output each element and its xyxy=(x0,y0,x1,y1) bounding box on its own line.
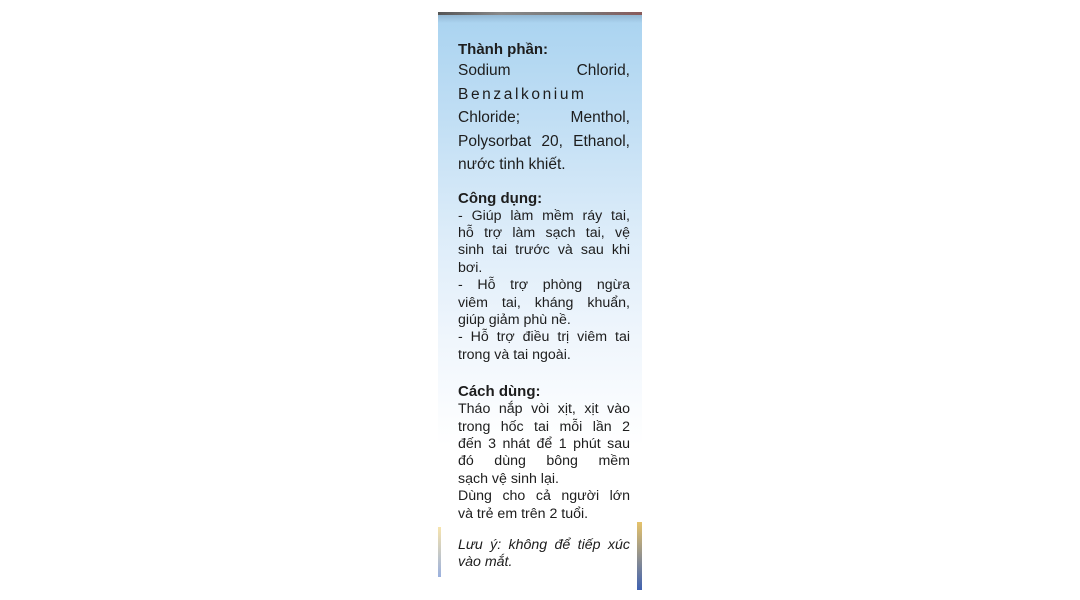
composition-line: Polysorbat 20, Ethanol, xyxy=(458,132,630,150)
box-bottom-accent-left xyxy=(438,527,441,577)
uses-line: viêm tai, kháng khuẩn, xyxy=(458,294,630,311)
uses-text xyxy=(458,208,630,365)
uses-line: - Giúp làm mềm ráy tai, xyxy=(458,207,630,224)
uses-line: bơi. xyxy=(458,259,483,276)
uses-line: giúp giảm phù nề. xyxy=(458,311,571,328)
directions-line: Tháo nắp vòi xịt, xịt vào xyxy=(458,401,630,418)
composition-line: Sodium Chlorid, xyxy=(458,62,630,79)
directions-text xyxy=(458,401,630,523)
uses-line: - Hỗ trợ điều trị viêm tai xyxy=(458,329,630,346)
composition-line: Benzalkonium xyxy=(458,85,587,103)
directions-line: đến 3 nhát để 1 phút sau xyxy=(458,435,630,452)
composition-heading: Thành phần: xyxy=(458,41,548,58)
caution-note xyxy=(458,537,630,572)
directions-line: trong hốc tai mỗi lần 2 xyxy=(458,418,630,435)
directions-line: đó dùng bông mềm xyxy=(458,453,630,470)
uses-heading: Công dụng: xyxy=(458,189,543,207)
uses-line: trong và tai ngoài. xyxy=(458,346,571,363)
directions-line: và trẻ em trên 2 tuổi. xyxy=(458,505,589,522)
directions-line: sạch vệ sinh lại. xyxy=(458,470,559,487)
composition-line: nước tinh khiết. xyxy=(458,156,566,173)
directions-line: Dùng cho cả người lớn xyxy=(458,488,630,505)
label-text-block xyxy=(458,40,630,572)
caution-line: Lưu ý: không để tiếp xúc xyxy=(458,537,630,553)
uses-line: hỗ trợ làm sạch tai, vệ xyxy=(458,224,630,241)
composition-line: Chloride; Menthol, xyxy=(458,109,630,126)
caution-line: vào mắt. xyxy=(458,554,513,571)
box-bottom-accent xyxy=(637,522,642,590)
directions-heading: Cách dùng: xyxy=(458,383,541,401)
uses-line: - Hỗ trợ phòng ngừa xyxy=(458,277,630,294)
composition-text xyxy=(458,59,630,177)
box-top-shade xyxy=(438,15,642,23)
product-box-side-panel xyxy=(438,12,642,590)
uses-line: sinh tai trước và sau khi xyxy=(458,242,630,259)
